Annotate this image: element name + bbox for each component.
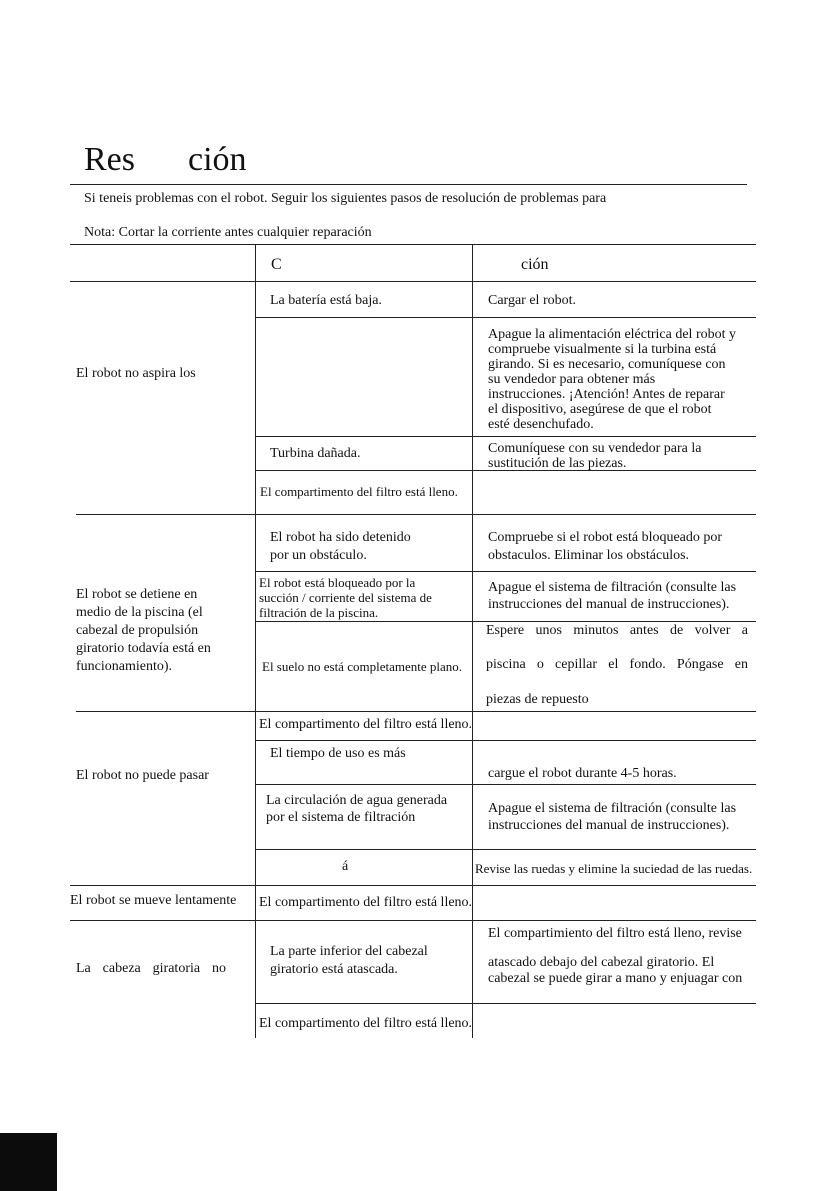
header-solution: ción [521,256,549,273]
solution-turbine-check-line-4: su vendedor para obtener más [488,372,656,387]
problem-2-line-4: giratorio todavía está en [76,641,211,656]
solution-obstacle-line-1: Compruebe si el robot está bloqueado por [488,530,723,545]
cause-usage-time: El tiempo de uso es más [270,746,406,761]
title-rule [70,184,747,185]
problem-2-line-3: cabezal de propulsión [76,623,199,638]
solution-replace-parts-line-2: sustitución de las piezas. [488,456,627,471]
solution-charge-hours: cargue el robot durante 4-5 horas. [488,766,677,781]
solution-wait-line-2: piscina o cepillar el fondo. Póngase en [486,657,748,672]
cause-suction-line-1: El robot está bloqueado por la [259,575,416,590]
note-text: Nota: Cortar la corriente antes cualquier reparación [84,225,372,240]
solution-wait-line-1: Espere unos minutos antes de volver a [486,623,748,638]
page-title: Res ción [84,141,247,178]
cause-filter-full-2: El compartimento del filtro está lleno. [259,717,473,732]
problem-5: La cabeza giratoria no [76,961,226,976]
problem-2-line-2: medio de la piscina (el [76,605,203,620]
cause-obstacle-line-2: por un obstáculo. [270,548,367,563]
cause-suction-line-3: filtración de la piscina. [259,605,379,620]
cause-water-circulation-line-2: por el sistema de filtración [266,810,416,825]
solution-wait-line-3: piezas de repuesto [486,692,589,707]
cause-head-stuck-line-1: La parte inferior del cabezal [270,944,428,959]
intro-text: Si teneis problemas con el robot. Seguir los siguientes pasos de resolución de problemas para [84,191,607,206]
solution-replace-parts-line-1: Comuníquese con su vendedor para la [488,441,702,456]
solution-charge-robot: Cargar el robot. [488,293,576,308]
solution-turbine-check-line-2: compruebe visualmente si la turbina está [488,342,717,357]
solution-turbine-check-line-6: el dispositivo, asegúrese de que el robot [488,402,712,417]
solution-head-line-1: El compartimiento del filtro está lleno, revise [488,926,742,941]
cause-head-stuck-line-2: giratorio está atascada. [270,962,398,977]
solution-filtration-off-2-line-1: Apague el sistema de filtración (consulte las [488,801,737,816]
solution-filtration-off-1-line-2: instrucciones del manual de instrucciones). [488,597,730,612]
page-corner-tab [0,1133,57,1191]
solution-obstacle-line-2: obstaculos. Eliminar los obstáculos. [488,548,690,563]
problem-1: El robot no aspira los [76,366,196,381]
problem-2-line-1: El robot se detiene en [76,587,198,602]
cause-filter-full-1: El compartimento del filtro está lleno. [260,484,458,499]
solution-turbine-check-line-5: instrucciones. ¡Atención! Antes de reparar [488,387,725,402]
cause-water-circulation-line-1: La circulación de agua generada [266,793,448,808]
problem-2-line-5: funcionamiento). [76,659,173,674]
solution-head-line-3: cabezal se puede girar a mano y enjuagar con [488,971,743,986]
cause-uneven-floor: El suelo no está completamente plano. [262,659,462,674]
solution-clean-wheels: Revise las ruedas y elimine la suciedad de las ruedas. [475,861,753,876]
solution-turbine-check-line-7: esté desenchufado. [488,417,594,432]
cause-damaged-turbine: Turbina dañada. [270,446,361,461]
solution-filtration-off-2-line-2: instrucciones del manual de instrucciones). [488,818,730,833]
cause-filter-full-4: El compartimento del filtro está lleno. [259,1016,473,1031]
problem-4: El robot se mueve lentamente [70,893,237,908]
solution-turbine-check-line-3: girando. Si es necesario, comuníquese con [488,357,726,372]
solution-turbine-check-line-1: Apague la alimentación eléctrica del robot y [488,327,737,342]
cause-obstacle-line-1: El robot ha sido detenido [270,530,411,545]
solution-head-line-2: atascado debajo del cabezal giratorio. El [488,955,715,970]
cause-wheels: á [342,859,349,874]
problem-3: El robot no puede pasar [76,768,209,783]
cause-low-battery: La batería está baja. [270,293,382,308]
cause-suction-line-2: succión / corriente del sistema de [259,590,432,605]
solution-filtration-off-1-line-1: Apague el sistema de filtración (consulte las [488,580,737,595]
header-cause: C [271,256,282,273]
cause-filter-full-3: El compartimento del filtro está lleno. [259,895,473,910]
